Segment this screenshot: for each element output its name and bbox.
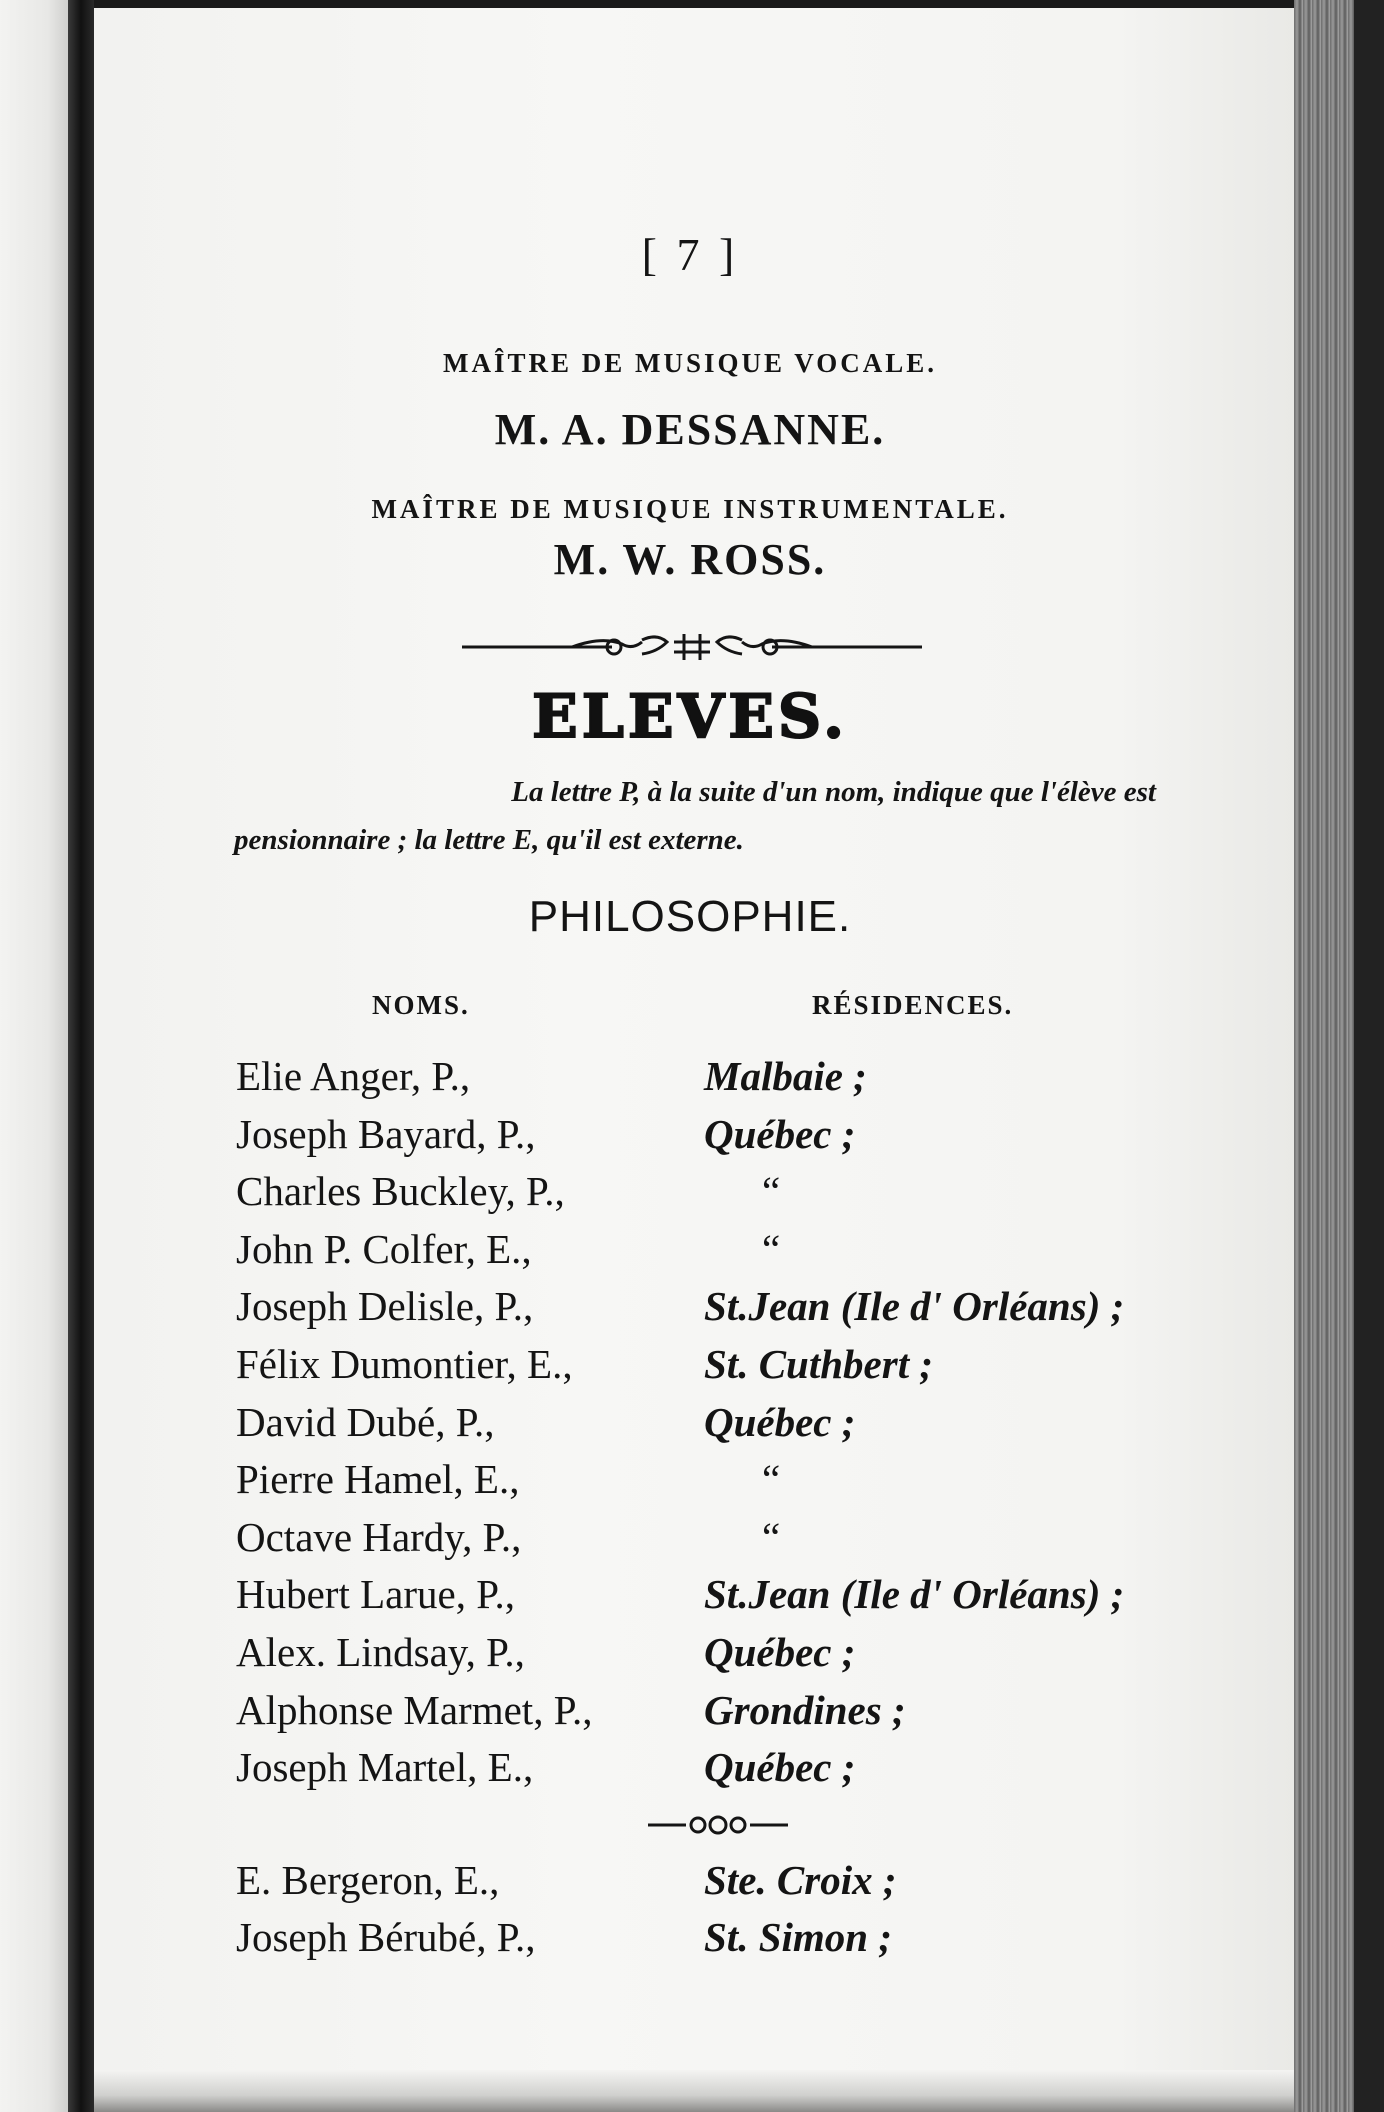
book-spine [68, 0, 94, 2112]
vocal-master-heading: MAÎTRE DE MUSIQUE VOCALE. [442, 348, 937, 378]
student-row [236, 1455, 1216, 1511]
student-row [236, 1628, 1216, 1684]
student-name: Joseph Delisle, P., [236, 1283, 534, 1330]
student-name: Octave Hardy, P., [236, 1513, 522, 1560]
student-name: Alex. Lindsay, P., [236, 1629, 525, 1675]
ornament-rule [462, 630, 922, 664]
ditto-mark: “ [762, 1225, 781, 1272]
student-residence: Malbaie ; [704, 1053, 867, 1099]
ditto-mark: “ [762, 1168, 781, 1215]
student-name: Alphonse Marmet, P., [236, 1686, 593, 1733]
student-residence: Québec ; [704, 1629, 856, 1675]
previous-page-edge [0, 0, 68, 2112]
student-residence: St. Simon ; [704, 1914, 892, 1960]
student-row [236, 1513, 1216, 1569]
small-ornament-separator [648, 1812, 788, 1838]
student-row [236, 1913, 1216, 1969]
student-name: John P. Colfer, E., [236, 1225, 532, 1272]
ditto-mark: “ [762, 1456, 781, 1503]
student-name: Félix Dumontier, E., [236, 1341, 573, 1387]
student-row [236, 1686, 1216, 1742]
column-header-names: NOMS. [372, 990, 470, 1020]
boarding-note [234, 768, 1174, 864]
student-row [236, 1856, 1216, 1912]
student-residence: Ste. Croix ; [704, 1857, 897, 1903]
column-header-residences: RÉSIDENCES. [812, 990, 1014, 1020]
student-residence: St. Cuthbert ; [704, 1341, 933, 1387]
student-row [236, 1167, 1216, 1223]
student-row [236, 1110, 1216, 1166]
student-name: Pierre Hamel, E., [236, 1456, 520, 1503]
instrumental-master-heading: MAÎTRE DE MUSIQUE INSTRUMENTALE. [371, 494, 1009, 524]
vocal-master-name: M. A. DESSANNE. [494, 405, 886, 454]
student-residence: St.Jean (Ile d' Orléans) ; [704, 1571, 1125, 1618]
instrumental-master-name: M. W. ROSS. [553, 535, 827, 584]
student-name: Charles Buckley, P., [236, 1168, 565, 1215]
student-residence: Grondines ; [704, 1686, 906, 1733]
ditto-mark: “ [762, 1513, 781, 1560]
students-title: ELEVES. [531, 682, 849, 752]
student-name: Joseph Bayard, P., [236, 1110, 536, 1157]
student-row [236, 1052, 1216, 1108]
student-residence: St.Jean (Ile d' Orléans) ; [704, 1283, 1125, 1330]
student-name: Elie Anger, P., [236, 1053, 471, 1099]
section-title: PHILOSOPHIE. [528, 892, 852, 941]
student-name: Joseph Martel, E., [236, 1744, 534, 1791]
student-name: Joseph Bérubé, P., [236, 1914, 536, 1960]
student-row [236, 1398, 1216, 1454]
student-row [236, 1570, 1216, 1626]
student-residence: Québec ; [704, 1744, 856, 1791]
student-residence: Québec ; [704, 1110, 856, 1157]
page-stack-edge [1294, 0, 1354, 2112]
student-residence: Québec ; [704, 1398, 856, 1445]
scan-border-right [1354, 0, 1384, 2112]
student-name: Hubert Larue, P., [236, 1571, 515, 1618]
boarding-note-line2: pensionnaire ; la lettre E, qu'il est externe. [234, 824, 744, 856]
boarding-note-line1: La lettre P, à la suite d'un nom, indique que l'élève est [511, 776, 1156, 808]
page-bottom-shadow [94, 2070, 1294, 2112]
student-row [236, 1743, 1216, 1799]
student-row [236, 1340, 1216, 1396]
student-row [236, 1225, 1216, 1281]
scan-border-top [0, 0, 1384, 8]
student-name: E. Bergeron, E., [236, 1857, 500, 1903]
student-name: David Dubé, P., [236, 1398, 495, 1445]
page-number: [ 7 ] [641, 229, 739, 280]
student-row [236, 1282, 1216, 1338]
